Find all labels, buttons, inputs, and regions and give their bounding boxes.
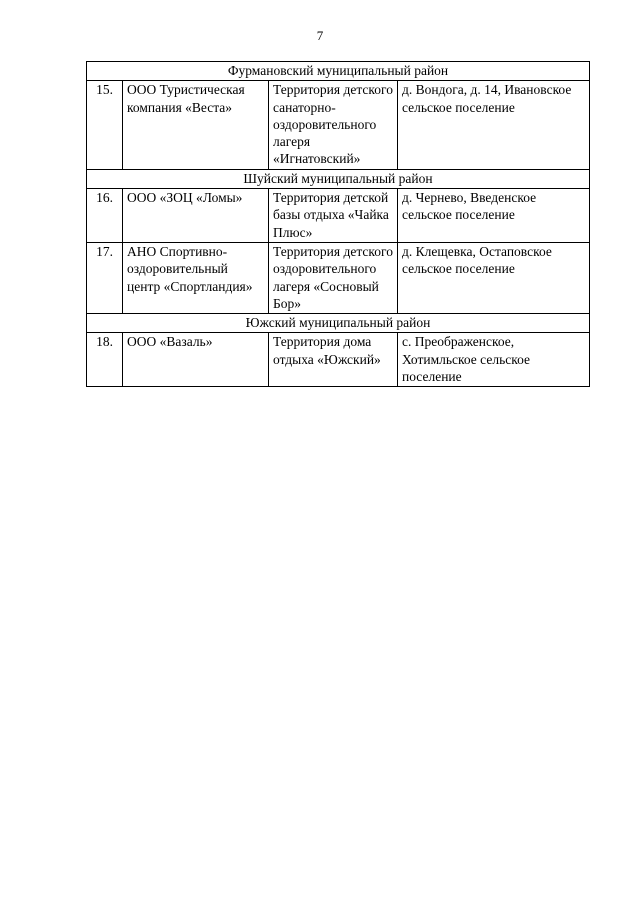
organization-cell: ООО «ЗОЦ «Ломы» xyxy=(123,189,269,243)
district-row xyxy=(87,62,590,81)
location-cell: д. Вондога, д. 14, Ивановское сельское поселение xyxy=(398,81,590,169)
page-number: 7 xyxy=(316,28,324,43)
territory-cell: Территория дома отдыха «Южский» xyxy=(269,333,398,387)
organization-cell: ООО «Вазаль» xyxy=(123,333,269,387)
location-cell: д. Чернево, Введенское сельское поселение xyxy=(398,189,590,243)
location-cell: с. Преображенское, Хотимльское сельское поселение xyxy=(398,333,590,387)
row-number: 15. xyxy=(87,81,123,169)
table-row xyxy=(87,189,590,243)
row-number: 18. xyxy=(87,333,123,387)
district-row xyxy=(87,169,590,188)
table-row xyxy=(87,81,590,169)
row-number: 16. xyxy=(87,189,123,243)
organization-cell: АНО Спортивно-оздоровительный центр «Спортландия» xyxy=(123,242,269,313)
table-row xyxy=(87,242,590,313)
table-row xyxy=(87,333,590,387)
territory-cell: Территория детского оздоровительного лагеря «Сосновый Бор» xyxy=(269,242,398,313)
district-row xyxy=(87,314,590,333)
territory-cell: Территория детской базы отдыха «Чайка Плюс» xyxy=(269,189,398,243)
district-name: Шуйский муниципальный район xyxy=(87,169,590,188)
district-name: Южский муниципальный район xyxy=(87,314,590,333)
facilities-table xyxy=(86,61,590,387)
district-name: Фурмановский муниципальный район xyxy=(87,62,590,81)
row-number: 17. xyxy=(87,242,123,313)
location-cell: д. Клещевка, Остаповское сельское поселение xyxy=(398,242,590,313)
organization-cell: ООО Туристическая компания «Веста» xyxy=(123,81,269,169)
territory-cell: Территория детского санаторно-оздоровительного лагеря «Игнатовский» xyxy=(269,81,398,169)
